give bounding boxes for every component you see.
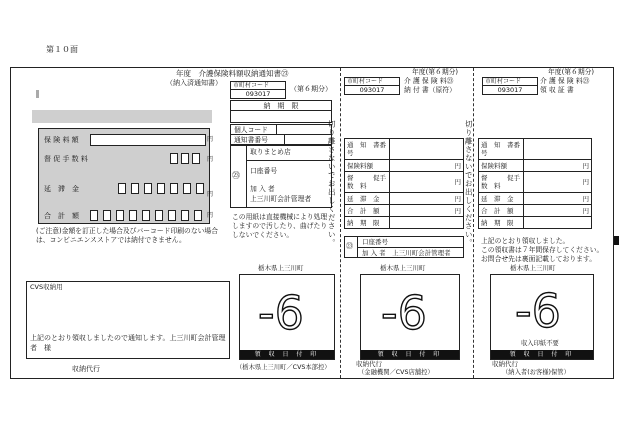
r2-circle: ㉓ xyxy=(346,242,353,250)
r3-yen: 円 xyxy=(524,205,592,217)
r3-table xyxy=(478,138,592,229)
r3-row-label: 保険料額 xyxy=(479,160,524,172)
city-code-label-3: 市町村コード xyxy=(482,77,538,86)
total-digit xyxy=(168,210,176,221)
stamp-title-1: 栃木県上三川町 xyxy=(258,264,304,272)
machine-note: この用紙は直接機械により処理しますので汚したり、曲げたりしないでください。 xyxy=(232,213,328,239)
vertical-notice-1: 切り離さないでお出しください。 xyxy=(327,120,337,248)
yen-2: 円 xyxy=(207,156,214,163)
r2-yen: 円 xyxy=(390,160,464,172)
field-premium-box xyxy=(90,134,206,146)
payee-label: 加 入 者 xyxy=(250,185,275,193)
city-code-value-1: 093017 xyxy=(230,89,286,99)
r2-stamp-title: 栃木県上三川町 xyxy=(380,264,426,272)
marker xyxy=(36,90,39,98)
total-digit xyxy=(129,210,137,221)
r3-stamp-title: 栃木県上三川町 xyxy=(510,264,556,272)
delay-digit xyxy=(144,183,152,194)
stamp-foot-3: 領 収 日 付 印 xyxy=(491,350,593,359)
table-row xyxy=(345,160,464,172)
r3-yen: 円 xyxy=(524,160,592,172)
delay-digit xyxy=(170,183,178,194)
table-row xyxy=(479,217,592,229)
yen-4: 円 xyxy=(207,212,214,219)
divider xyxy=(284,134,285,145)
r3-row-label: 合 計 額 xyxy=(479,205,524,217)
r3-agent: 収納代行 xyxy=(492,360,518,368)
delay-digit xyxy=(183,183,191,194)
r3-row-label: 延 滞 金 xyxy=(479,193,524,205)
r3-note3: お問合せ先は裏面記載しております。 xyxy=(481,255,597,263)
divider xyxy=(246,145,247,208)
r2-yen: 円 xyxy=(390,193,464,205)
period-1: （第６期分） xyxy=(290,85,332,93)
total-digit xyxy=(155,210,163,221)
deadline-cell xyxy=(230,110,332,123)
r2-title: 年度(第６期分) xyxy=(412,68,459,76)
stamp-foot-1: 領 収 日 付 印 xyxy=(240,350,334,359)
cvs-title: CVS収納用 xyxy=(30,283,63,291)
r3-title: 年度(第６期分) xyxy=(548,68,595,76)
doc-subtitle: （納入済通知書） xyxy=(166,79,222,87)
r3-row-label: 納 期 限 xyxy=(479,217,524,229)
payee-value: 上三川町会計管理者 xyxy=(250,195,312,203)
r3-row-label: 通 知 書番 号 xyxy=(479,139,524,160)
r2-row-label: 督 促手 数 料 xyxy=(345,172,390,193)
r2-account-label: 口座番号 xyxy=(362,238,388,246)
total-digit xyxy=(142,210,150,221)
yen-1: 円 xyxy=(207,136,214,143)
deadline-header: 納 期 限 xyxy=(230,100,332,111)
r3-stamp-note: 収入印紙不要 xyxy=(521,340,559,347)
table-row xyxy=(479,139,592,160)
account-label: 口座番号 xyxy=(250,167,278,175)
total-digit xyxy=(90,210,98,221)
cvs-text: 上記のとおり領収しましたので通知します。上三川町会計管理者 様 xyxy=(30,334,226,352)
r3-owner: （納入者(お客様)保管） xyxy=(502,369,570,376)
r3-row-label: 督 促手 数 料 xyxy=(479,172,524,193)
r2-row-label: 通 知 書番 号 xyxy=(345,139,390,160)
r2-table xyxy=(344,138,464,229)
stamp-box-1 xyxy=(239,274,335,360)
r2-payee: 加 入 者 上三川町会計管理者 xyxy=(362,249,451,257)
total-digit xyxy=(103,210,111,221)
table-row xyxy=(345,217,464,229)
notice-text: (ご注意)金額を訂正した場合及びバーコード印刷のない場合は、コンビニエンスストアでは納付できません。 xyxy=(36,227,219,244)
total-digit xyxy=(181,210,189,221)
total-digit xyxy=(116,210,124,221)
stamp-box-3 xyxy=(490,274,594,360)
r2-row-label: 納 期 限 xyxy=(345,217,390,229)
delay-digit xyxy=(131,183,139,194)
delay-digit xyxy=(157,183,165,194)
city-code-value-2: 093017 xyxy=(344,85,400,95)
table-row xyxy=(345,139,464,160)
notice-number-label: 通知書番号 xyxy=(234,136,268,144)
cut-line-1 xyxy=(340,68,341,378)
stamp-number-3: -6 xyxy=(515,284,561,338)
r2-yen: 円 xyxy=(390,205,464,217)
field-fee-label: 督 促 手 数 料 xyxy=(44,155,88,163)
r2-row-label: 合 計 額 xyxy=(345,205,390,217)
fee-digit xyxy=(170,153,178,164)
city-code-label-1: 市町村コード xyxy=(230,81,286,90)
page-label: 第１０面 xyxy=(46,45,78,54)
stamp-number-2: -6 xyxy=(381,286,427,340)
table-row xyxy=(479,193,592,205)
circle-mark-center: ㉓ xyxy=(232,171,240,180)
r3-note2: この領収書は７年間保存してください。 xyxy=(481,246,604,254)
delay-digit xyxy=(118,183,126,194)
city-code-label-2: 市町村コード xyxy=(344,77,400,86)
field-delay-label: 延 滞 金 xyxy=(44,185,79,193)
table-row xyxy=(345,205,464,217)
stamp-number-1: -6 xyxy=(258,286,304,340)
left-agent: 収納代行 xyxy=(72,365,100,373)
field-total-label: 合 計 額 xyxy=(44,212,79,220)
table-row xyxy=(345,193,464,205)
r3-line2: 領 収 証 書 xyxy=(540,86,574,94)
bank-label: 取りまとめ店 xyxy=(250,148,291,156)
r2-line1: 介 護 保 険 料㉓ xyxy=(404,77,454,85)
barcode-strip xyxy=(32,110,212,123)
table-row xyxy=(479,205,592,217)
table-row xyxy=(479,160,592,172)
table-row xyxy=(479,172,592,193)
fee-digit xyxy=(181,153,189,164)
vertical-notice-2: 切り離さないでお出しください。 xyxy=(464,120,474,248)
r2-row-label: 保険料額 xyxy=(345,160,390,172)
owner-1: （栃木県上三川町／CVS本部控） xyxy=(236,364,331,371)
r2-line2: 納 付 書（原符） xyxy=(404,86,456,94)
r2-agent: 収納代行 xyxy=(356,360,382,368)
table-row xyxy=(345,172,464,193)
r2-owner: （金融機関／CVS店舗控） xyxy=(358,369,434,376)
r3-note1: 上記のとおり領収しました。 xyxy=(481,237,570,245)
yen-3: 円 xyxy=(207,191,214,198)
fee-digit xyxy=(192,153,200,164)
r2-yen: 円 xyxy=(390,172,464,193)
r3-yen: 円 xyxy=(524,172,592,193)
r3-yen: 円 xyxy=(524,193,592,205)
cut-line-2 xyxy=(473,68,474,378)
city-code-value-3: 093017 xyxy=(482,85,538,95)
doc-title: 年度 介護保険料額収納通知書㉓ xyxy=(176,69,289,78)
total-digit xyxy=(194,210,202,221)
edge-mark xyxy=(614,236,619,245)
r2-row-label: 延 滞 金 xyxy=(345,193,390,205)
r3-line1: 介 護 保 険 料㉓ xyxy=(540,77,590,85)
stamp-foot-2: 領 収 日 付 印 xyxy=(361,350,459,359)
personal-code-label: 個人コード xyxy=(234,126,268,134)
delay-digit xyxy=(196,183,204,194)
divider xyxy=(357,247,464,248)
stamp-box-2 xyxy=(360,274,460,360)
field-premium-label: 保 険 料 額 xyxy=(44,136,79,144)
divider xyxy=(246,160,332,161)
